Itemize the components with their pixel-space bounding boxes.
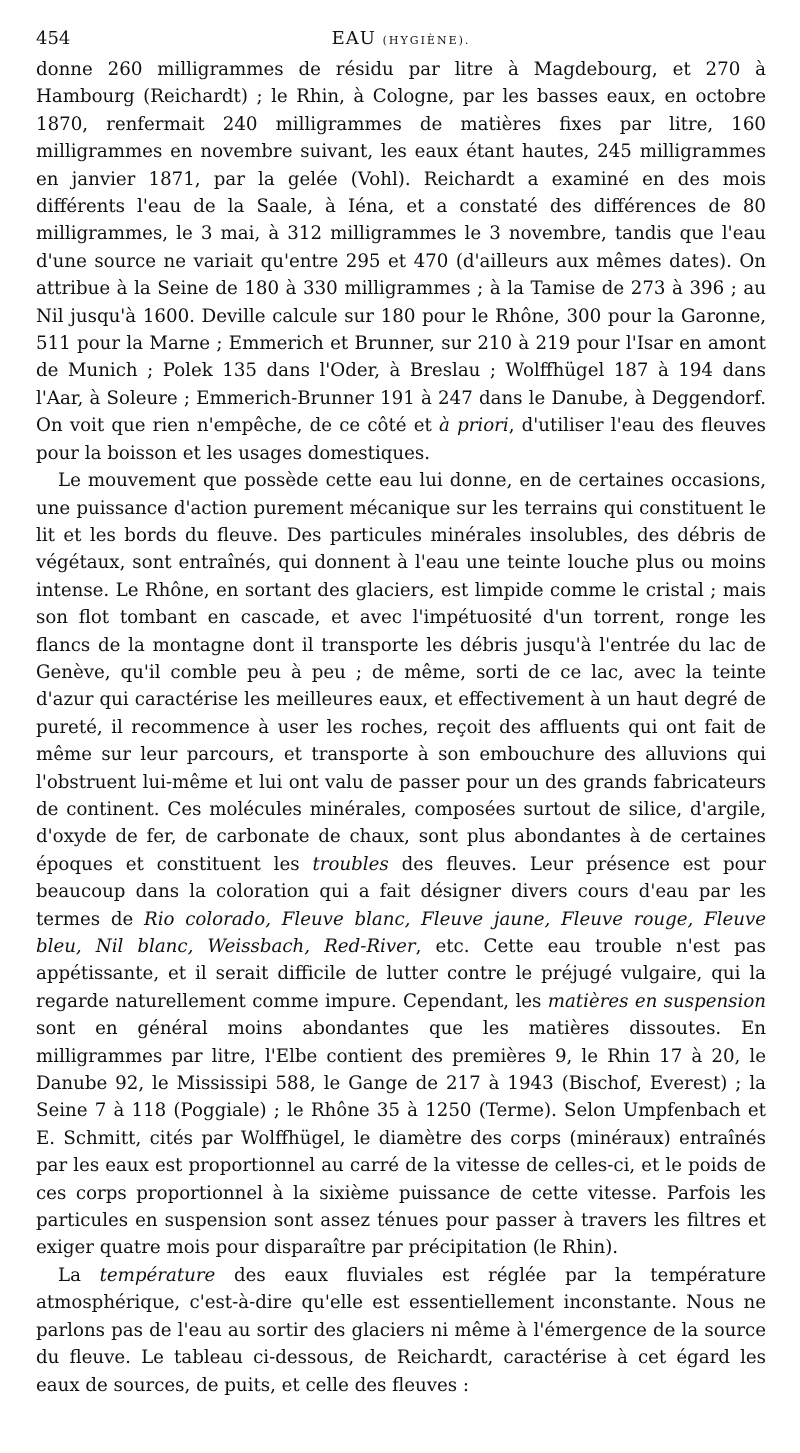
- running-header: [36, 26, 766, 56]
- paragraph-1-text-2: , d'utiliser l'eau des fleuves pour la boisson et les usages domestiques.: [36, 415, 766, 464]
- paragraph-2-italic-2: Rio colorado, Fleuve blanc, Fleuve jaune, Fleuve rouge, Fleuve bleu, Nil blanc, Weissbach, Red-River: [36, 908, 766, 957]
- paragraph-2-text-3: , etc. Cette eau trouble n'est pas appétissante, et il serait difficile de lutter contre le préjugé vulgaire, qui la regarde naturellement comme impure. Cependant, les: [36, 936, 766, 1012]
- page-number: 454: [36, 28, 71, 49]
- paragraph-2-italic-3: matières en suspension: [547, 990, 766, 1012]
- paragraph-2-text-1: Le mouvement que possède cette eau lui donne, en de certaines occasions, une puissance d'action purement mécanique sur les terrains qui constituent le lit et les bords du fleuve. Des particules minérales insolubles, des débris de végétaux, sont entraînés, qui donnent à l'eau une teinte louche plus ou moins intense. Le Rhône, en sortant des glaciers, est limpide comme le cristal ; mais son flot tombant en cascade, et avec l'impétuosité d'un torrent, ronge les flancs de la montagne dont il transporte les débris jusqu'à l'entrée du lac de Genève, qu'il comble peu à peu ; de même, sorti de ce lac, avec la teinte d'azur qui caractérise les meilleures eaux, et effectivement à un haut degré de pureté, il recommence à user les roches, reçoit des affluents qui ont fait de même sur leur parcours, et transporte à son embouchure des alluvions qui l'obstruent lui-même et lui ont valu de passer pour un des grands fabricateurs de continent. Ces molécules minérales, composées surtout de silice, d'argile, d'oxyde de fer, de carbonate de chaux, sont plus abondantes à de certaines époques et constituent les: [36, 470, 766, 875]
- paragraph-2-text-4: sont en général moins abondantes que les matières dissoutes. En milligrammes par litre, l'Elbe contient des premières 9, le Rhin 17 à 20, le Danube 92, le Mississipi 588, le Gange de 217 à 1943 (Bischof, Everest) ; la Seine 7 à 118 (Poggiale) ; le Rhône 35 à 1250 (Terme). Selon Umpfenbach et E. Schmitt, cités par Wolffhügel, le diamètre des corps (minéraux) entraînés par les eaux est proportionnel au carré de la vitesse de celles-ci, et le poids de ces corps proportionnel à la sixième puissance de cette vitesse. Parfois les particules en suspension sont assez ténues pour passer à travers les filtres et exiger quatre mois pour disparaître par précipitation (le Rhin).: [36, 1018, 766, 1259]
- paragraph-1-italic-1: à priori: [439, 415, 509, 437]
- running-title-main: EAU: [331, 28, 376, 49]
- paragraph-3-text-2: des eaux fluviales est réglée par la température atmosphérique, c'est-à-dire qu'elle est essentiellement inconstante. Nous ne parlons pas de l'eau au sortir des glaciers ni même à l'émergence de la source du fleuve. Le tableau ci-dessous, de Reichardt, caractérise à cet égard les eaux de sources, de puits, et celle des fleuves :: [36, 1264, 766, 1396]
- paragraph-2-italic-1: troubles: [312, 853, 389, 875]
- running-title-sub: (HYGIÈNE).: [382, 34, 471, 47]
- running-title: [36, 28, 766, 49]
- paragraph-2: [36, 467, 766, 1262]
- paragraph-2-text-2: des fleuves. Leur présence est pour beaucoup dans la coloration qui a fait désigner divers cours d'eau par les termes de: [36, 853, 766, 930]
- paragraph-1-text-1: donne 260 milligrammes de résidu par litre à Magdebourg, et 270 à Hambourg (Reichardt) ; le Rhin, à Cologne, par les basses eaux, en octobre 1870, renfermait 240 milligrammes de matières fixes par litre, 160 milligrammes en novembre suivant, les eaux étant hautes, 245 milligrammes en janvier 1871, par la gelée (Vohl). Reichardt a examiné en des mois différents l'eau de la Saale, à Iéna, et a constaté des différences de 80 milligrammes, le 3 mai, à 312 milligrammes le 3 novembre, tandis que l'eau d'une source ne variait qu'entre 295 et 470 (d'ailleurs aux mêmes dates). On attribue à la Seine de 180 à 330 milligrammes ; à la Tamise de 273 à 396 ; au Nil jusqu'à 1600. Deville calcule sur 180 pour le Rhône, 300 pour la Garonne, 511 pour la Marne ; Emmerich et Brunner, sur 210 à 219 pour l'Isar en amont de Munich ; Polek 135 dans l'Oder, à Breslau ; Wolffhügel 187 à 194 dans l'Aar, à Soleure ; Emmerich-Brunner 191 à 247 dans le Danube, à Deggendorf. On voit que rien n'empêche, de ce côté et: [36, 59, 766, 437]
- paragraph-3: [36, 1262, 766, 1399]
- paragraph-3-italic-1: température: [99, 1264, 216, 1286]
- paragraph-1: [36, 56, 766, 467]
- body-text: [36, 56, 766, 1399]
- document-page: [36, 26, 766, 1399]
- paragraph-3-text-1: La: [58, 1264, 100, 1286]
